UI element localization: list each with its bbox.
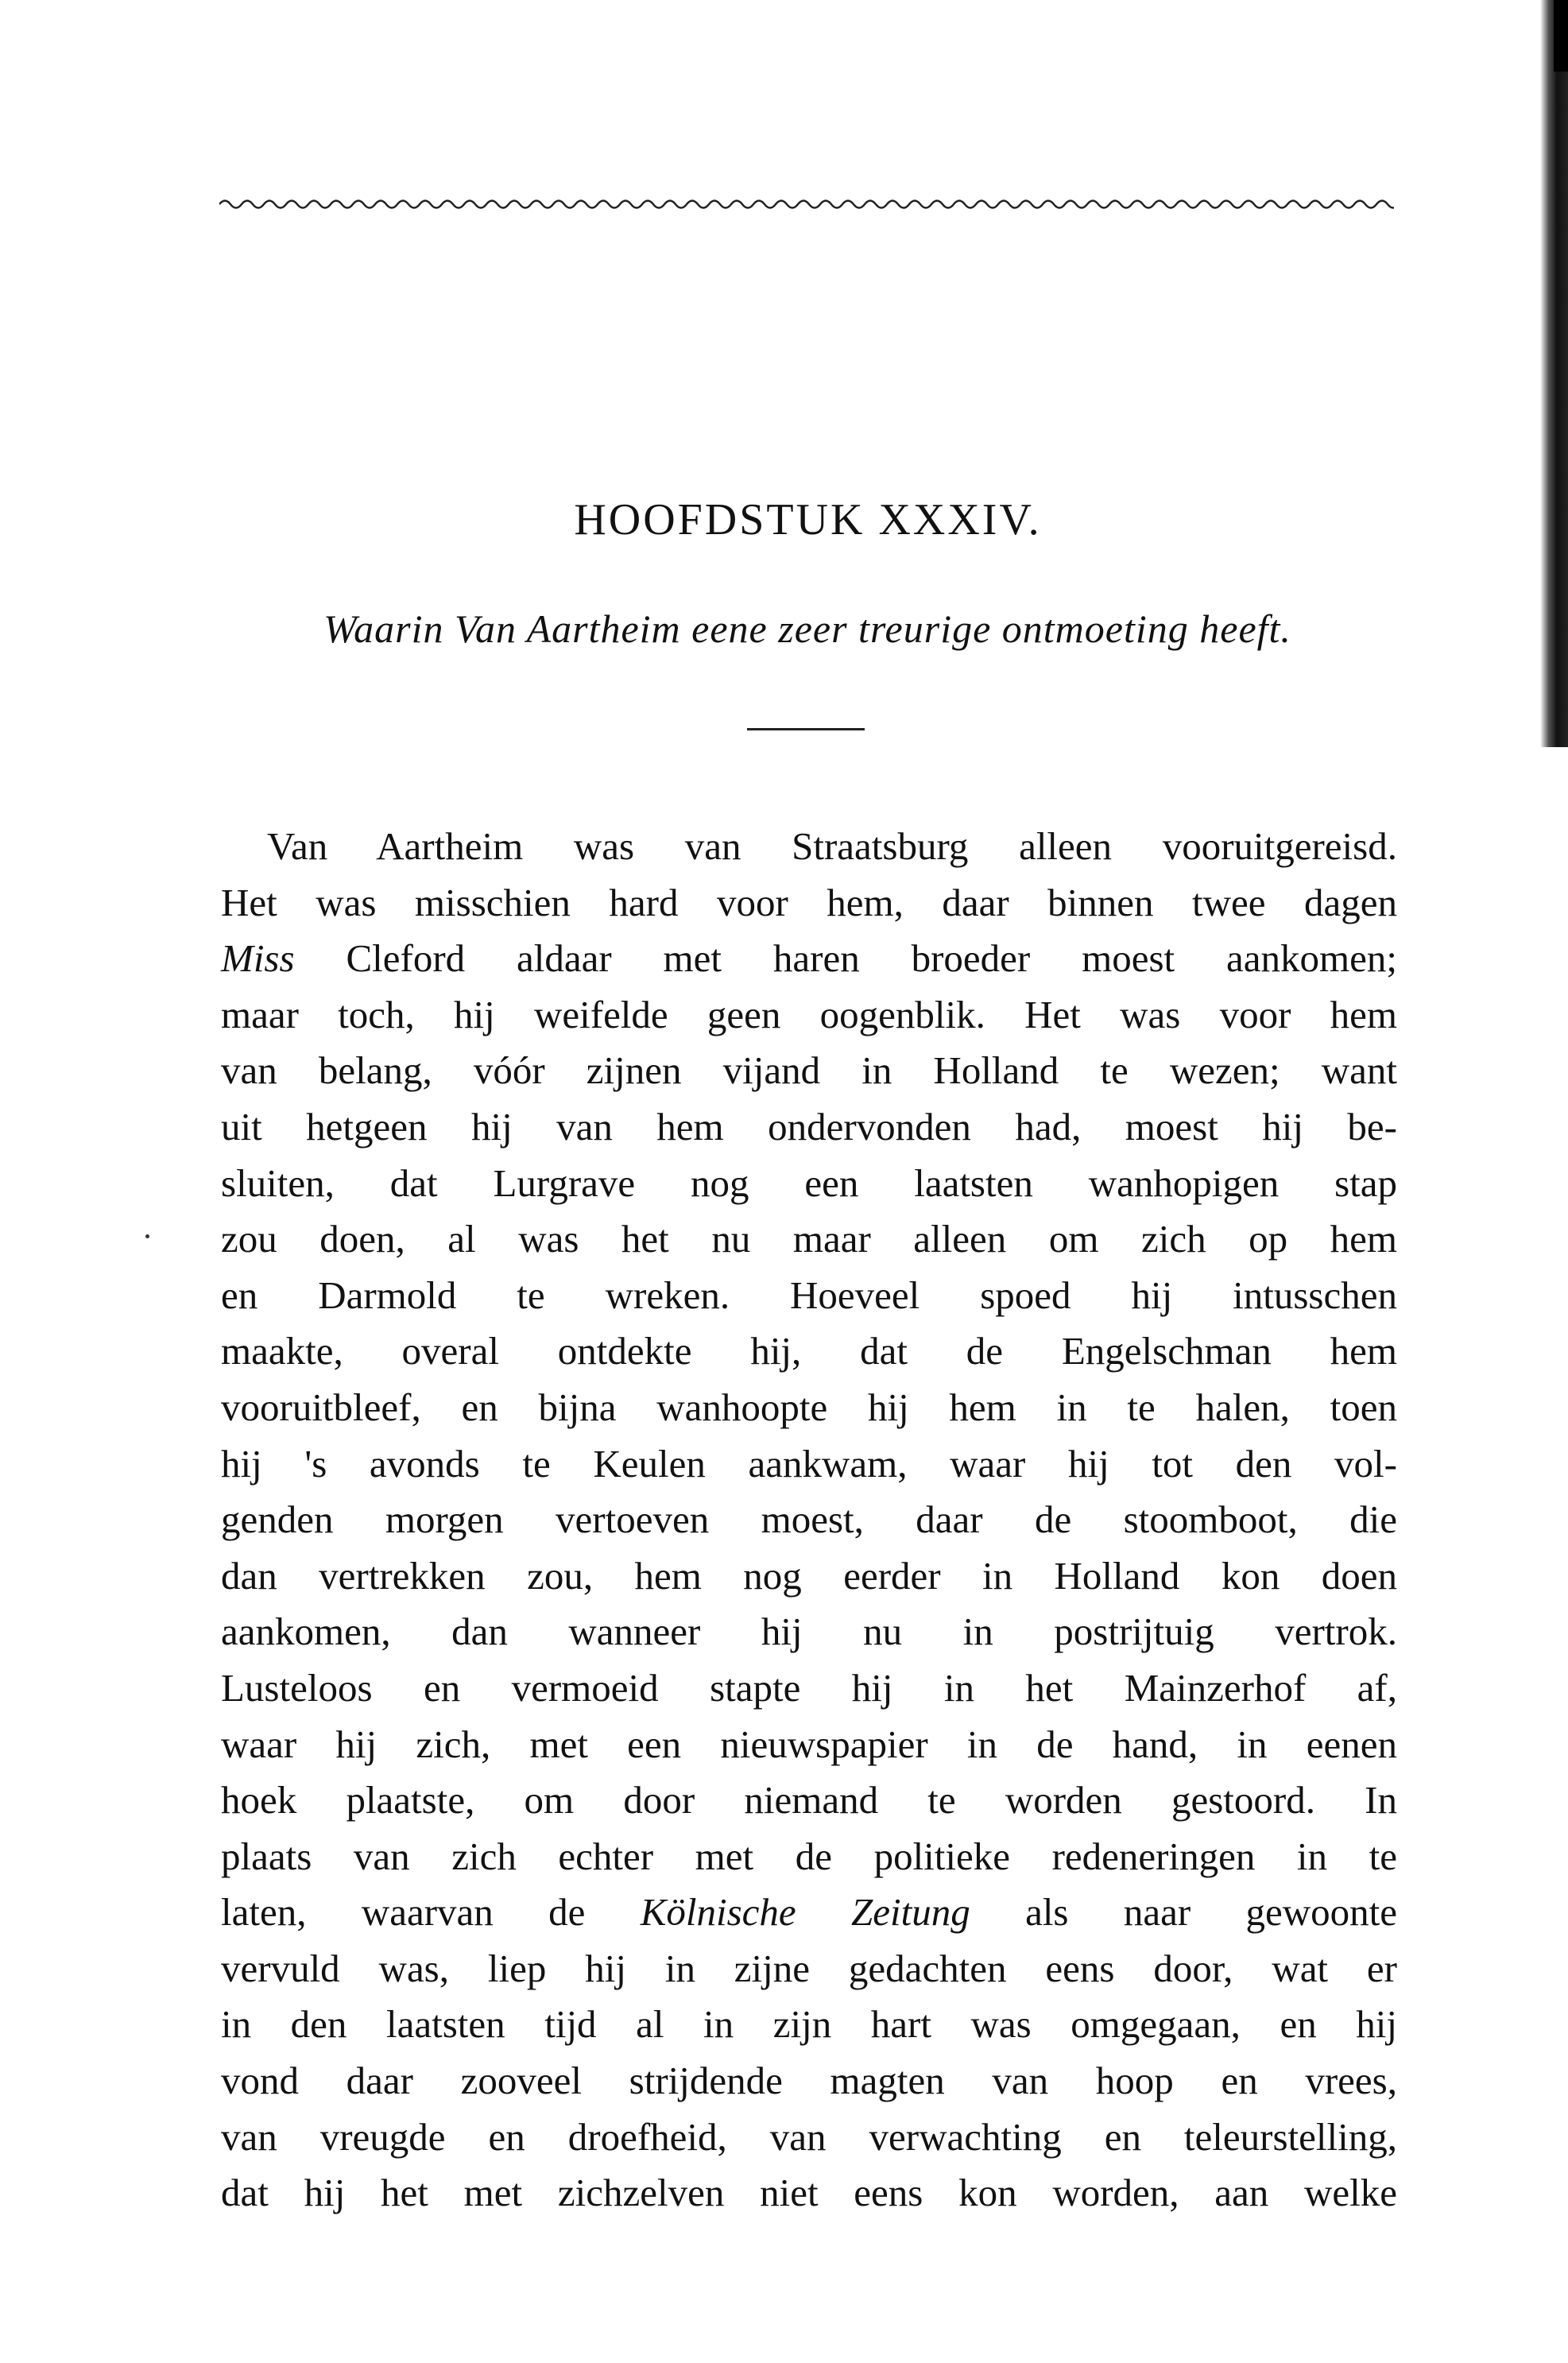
italic-text: Kölnische Zeitung — [640, 1890, 970, 1935]
text-line — [221, 1099, 1397, 1156]
text-segment: vooruitbleef, en bijna wanhoopte hij hem in te halen, toen — [221, 1385, 1397, 1429]
chapter-subtitle: Waarin Van Aartheim eene zeer treurige ontmoeting heeft. — [323, 606, 1291, 651]
text-segment: Lusteloos en vermoeid stapte hij in het Mainzerhof af, — [221, 1665, 1397, 1710]
text-segment: maar toch, hij weifelde geen oogenblik. Het was voor hem — [221, 992, 1397, 1036]
text-line — [221, 1717, 1397, 1773]
text-segment: laten, waarvan de — [221, 1890, 641, 1935]
text-line — [221, 1660, 1397, 1717]
text-line — [221, 1211, 1397, 1268]
text-line — [221, 1268, 1397, 1324]
text-segment: maakte, overal ontdekte hij, dat de Engelschman hem — [221, 1329, 1397, 1373]
text-segment: Van Aartheim was van Straatsburg alleen vooruitgereisd. — [267, 824, 1397, 868]
margin-speck — [145, 1234, 149, 1238]
text-line — [221, 1492, 1397, 1548]
text-segment: van belang, vóór zijnen vijand in Holland te wezen; want — [221, 1048, 1397, 1093]
text-line — [221, 2053, 1397, 2109]
text-segment: als naar gewoonte — [970, 1890, 1397, 1935]
text-segment: dan vertrekken zou, hem nog eerder in Holland kon doen — [221, 1553, 1397, 1598]
text-segment: zou doen, al was het nu maar alleen om zich op hem — [221, 1217, 1397, 1261]
text-segment: genden morgen vertoeven moest, daar de stoomboot, die — [221, 1497, 1397, 1542]
text-segment: waar hij zich, met een nieuwspapier in de hand, in eenen — [221, 1722, 1397, 1766]
text-line — [221, 1997, 1397, 2053]
text-line — [221, 931, 1397, 987]
text-line — [221, 987, 1397, 1044]
text-line — [221, 2165, 1397, 2222]
text-line — [221, 1941, 1397, 1997]
text-line — [221, 1772, 1397, 1829]
text-line — [221, 1548, 1397, 1605]
text-line — [221, 1829, 1397, 1885]
body-text — [221, 819, 1397, 2222]
text-line — [221, 819, 1397, 875]
text-line — [221, 1885, 1397, 1941]
text-line — [221, 1156, 1397, 1212]
text-segment: hoek plaatste, om door niemand te worden gestoord. In — [221, 1778, 1397, 1823]
text-line — [221, 2109, 1397, 2166]
text-segment: en Darmold te wreken. Hoeveel spoed hij intusschen — [221, 1273, 1397, 1317]
text-segment: vond daar zooveel strijdende magten van hoop en vrees, — [221, 2059, 1397, 2103]
text-segment: in den laatsten tijd al in zijn hart was omgegaan, en hij — [221, 2002, 1397, 2047]
section-divider — [747, 728, 865, 730]
text-segment: vervuld was, liep hij in zijne gedachten eens door, wat er — [221, 1946, 1397, 1990]
scan-page-edge — [1540, 0, 1568, 747]
text-segment: plaats van zich echter met de politieke redeneringen in te — [221, 1834, 1397, 1878]
italic-text: Miss — [221, 936, 295, 981]
text-segment: sluiten, dat Lurgrave nog een laatsten wanhopigen stap — [221, 1160, 1397, 1205]
text-line — [221, 1043, 1397, 1099]
text-line — [221, 1604, 1397, 1660]
scan-page-edge-top — [1554, 0, 1568, 72]
text-segment: aankomen, dan wanneer hij nu in postrijtuig vertrok. — [221, 1610, 1397, 1654]
wavy-ornament-rule — [219, 196, 1394, 213]
text-segment: Het was misschien hard voor hem, daar binnen twee dagen — [221, 880, 1397, 924]
chapter-title: HOOFDSTUK XXXIV. — [574, 495, 1042, 544]
text-segment: hij 's avonds te Keulen aankwam, waar hij tot den vol- — [221, 1441, 1397, 1486]
text-segment: van vreugde en droefheid, van verwachting en teleurstelling, — [221, 2114, 1397, 2159]
text-line — [221, 875, 1397, 932]
text-segment: dat hij het met zichzelven niet eens kon worden, aan welke — [221, 2171, 1397, 2215]
text-line — [221, 1323, 1397, 1380]
text-segment: Cleford aldaar met haren broeder moest aankomen; — [294, 936, 1397, 981]
text-line — [221, 1436, 1397, 1493]
text-line — [221, 1380, 1397, 1436]
text-segment: uit hetgeen hij van hem ondervonden had, moest hij be- — [221, 1104, 1397, 1149]
